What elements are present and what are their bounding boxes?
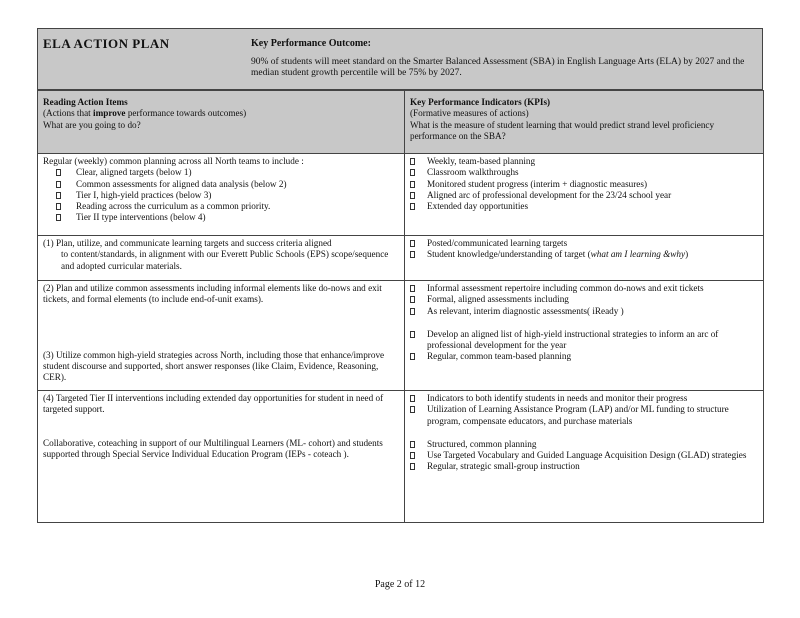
checkbox-icon: [410, 169, 415, 176]
checkbox-icon: [410, 463, 415, 470]
checkbox-icon: [410, 158, 415, 165]
checkbox-icon: [410, 308, 415, 315]
table-row: [38, 281, 764, 391]
checkbox-icon: [410, 441, 415, 448]
checkbox-icon: [410, 331, 415, 338]
list-item: Reading across the curriculum as a common priority.: [43, 201, 399, 212]
checkbox-icon: [410, 203, 415, 210]
list-item: As relevant, interim diagnostic assessments( iReady ): [410, 306, 758, 317]
list-item: Extended day opportunities: [410, 201, 758, 212]
list-item: Tier II type interventions (below 4): [43, 212, 399, 223]
list-item: Aligned arc of professional development for the 23/24 school year: [410, 190, 758, 201]
page: [37, 28, 763, 523]
checkbox-icon: [56, 181, 61, 188]
list-item: Clear, aligned targets (below 1): [43, 167, 399, 178]
row1-right: [405, 154, 764, 236]
list-item: Structured, common planning: [410, 439, 758, 450]
list-item: Use Targeted Vocabulary and Guided Language Acquisition Design (GLAD) strategies: [410, 450, 758, 461]
list-item: Formal, aligned assessments including: [410, 294, 758, 305]
list-item: Common assessments for aligned data analysis (below 2): [43, 179, 399, 190]
action-plan-table: [37, 90, 764, 523]
left-header-line1: (Actions that improve performance towards outcomes): [43, 108, 247, 119]
table-row: [38, 236, 764, 281]
checkbox-icon: [410, 192, 415, 199]
checkbox-icon: [410, 240, 415, 247]
checkbox-icon: [410, 251, 415, 258]
checkbox-icon: [56, 169, 61, 176]
row1-left: Regular (weekly) common planning across all North teams to include : Clear, aligned targets (below 1) Common assessments for aligned data analysis (below 2) Tier I, high-yield practices (below 3) Reading across the curriculum as a common priority. Tier II type interventions (below 4): [38, 154, 405, 236]
row2-right: [405, 236, 764, 281]
row3-left: (2) Plan and utilize common assessments including informal elements like do-nows and exit tickets, and formal elements (to include end-of-unit exams). (3) Utilize common high-yield strategies across North, including those that enhance/improve student discourse and supported, short answer responses (like Claim, Evidence, Reasoning, CER).: [38, 281, 405, 391]
list-item: Regular, common team-based planning: [410, 351, 758, 362]
checkbox-icon: [410, 406, 415, 413]
list-item: Monitored student progress (interim + diagnostic measures): [410, 179, 758, 190]
right-column-header: [405, 91, 764, 154]
page-number: Page 2 of 12: [374, 579, 426, 590]
checkbox-icon: [410, 395, 415, 402]
list-item: Develop an aligned list of high-yield instructional strategies to inform an arc of professional development for the year: [410, 329, 758, 352]
right-header-line2: What is the measure of student learning that would predict strand level proficiency performance on the SBA?: [410, 119, 715, 141]
list-item: Student knowledge/understanding of target (what am I learning &why): [410, 249, 758, 260]
checkbox-icon: [56, 192, 61, 199]
left-header-title: Reading Action Items: [43, 97, 128, 107]
list-item: Weekly, team-based planning: [410, 156, 758, 167]
left-header-line2: What are you going to do?: [43, 119, 141, 130]
checkbox-icon: [56, 214, 61, 221]
checkbox-icon: [56, 203, 61, 210]
table-row: [38, 391, 764, 523]
list-item: Informal assessment repertoire including common do-nows and exit tickets: [410, 283, 758, 294]
right-header-line1: (Formative measures of actions): [410, 108, 529, 119]
checkbox-icon: [410, 181, 415, 188]
row4-right: [405, 391, 764, 523]
checkbox-icon: [410, 296, 415, 303]
kpo-label: Key Performance Outcome:: [251, 38, 371, 49]
kpo-goal: 90% of students will meet standard on the Smarter Balanced Assessment (SBA) in English Language Arts (ELA) by 2027 and the median student growth percentile will be 75% by 2027.: [251, 57, 745, 78]
list-item: Tier I, high-yield practices (below 3): [43, 190, 399, 201]
list-item: Utilization of Learning Assistance Program (LAP) and/or ML funding to structure program, compensate educators, and purchase materials: [410, 404, 758, 427]
checkbox-icon: [410, 452, 415, 459]
list-item: Classroom walkthroughs: [410, 167, 758, 178]
right-header-title: Key Performance Indicators (KPIs): [410, 97, 551, 107]
left-column-header: [38, 91, 405, 154]
row2-left: (1) Plan, utilize, and communicate learning targets and success criteria aligned to content/standards, in alignment with our Everett Public Schools (EPS) scope/sequence and adopted curricular materials.: [38, 236, 405, 281]
table-row: [38, 154, 764, 236]
checkbox-icon: [410, 353, 415, 360]
row4-left: (4) Targeted Tier II interventions including extended day opportunities for student in need of targeted support. Collaborative, coteaching in support of our Multilingual Learners (ML- cohort) and students supported through Special Service Individual Education Program (IEPs - coteach ).: [38, 391, 405, 523]
list-item: Regular, strategic small-group instruction: [410, 461, 758, 472]
plan-title: ELA ACTION PLAN: [43, 36, 170, 51]
list-item: Indicators to both identify students in needs and monitor their progress: [410, 393, 758, 404]
list-item: Posted/communicated learning targets: [410, 238, 758, 249]
plan-header: [37, 28, 763, 90]
row3-right: [405, 281, 764, 391]
checkbox-icon: [410, 285, 415, 292]
